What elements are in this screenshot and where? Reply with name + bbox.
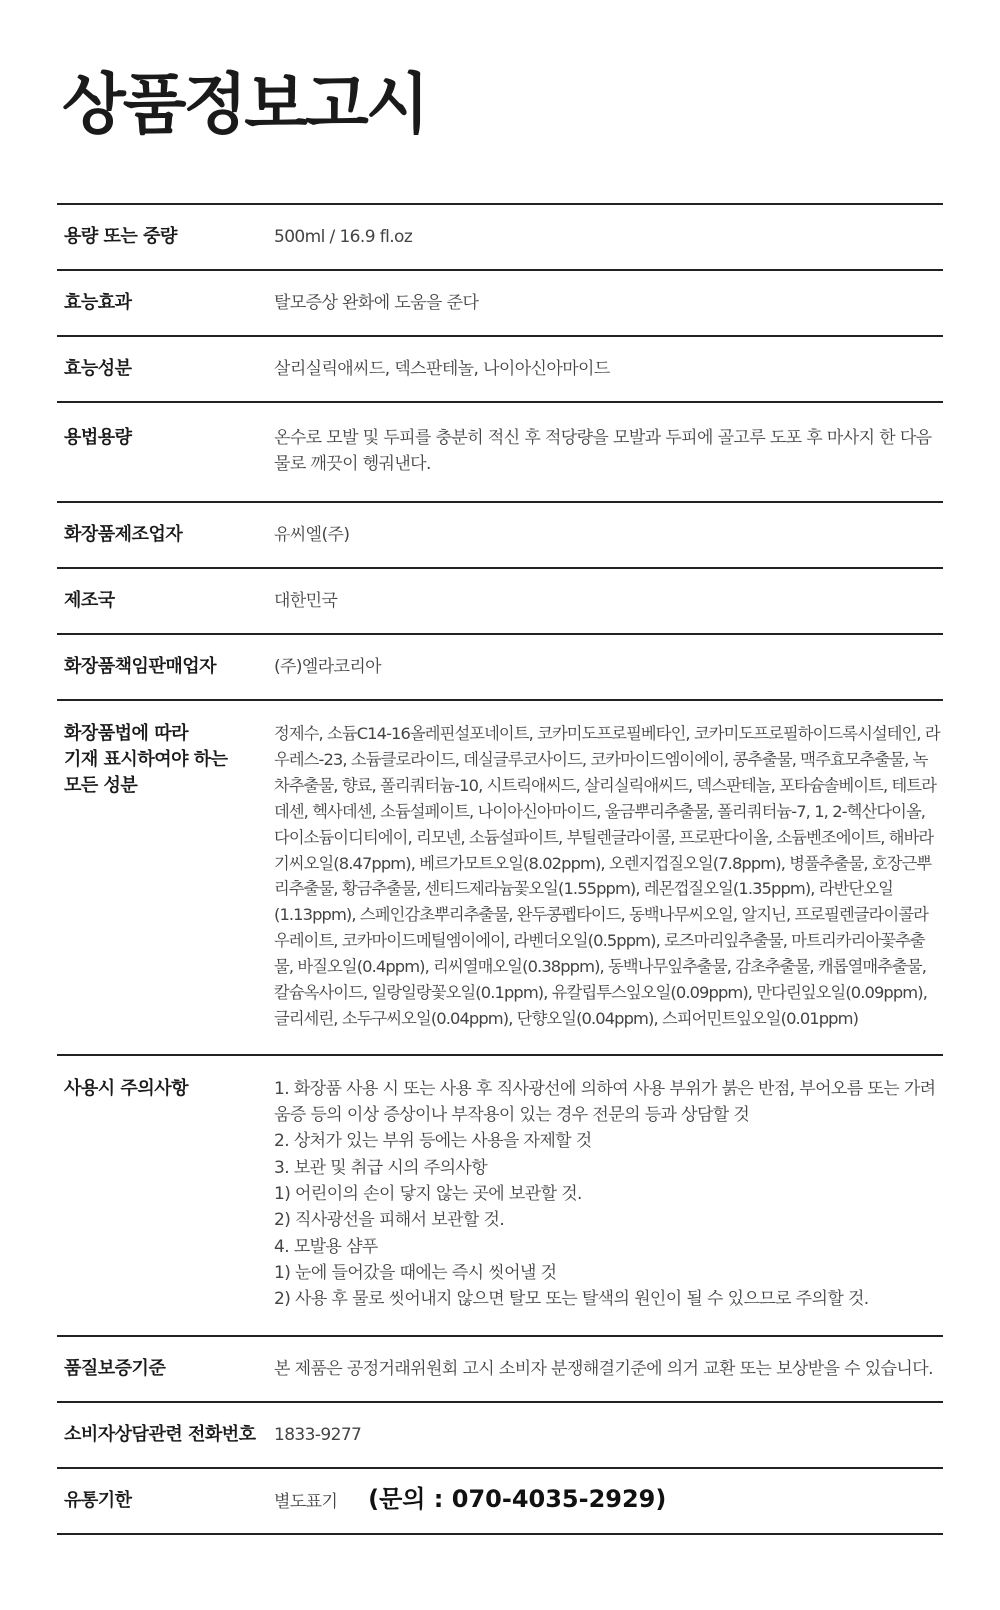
caution-item: 2) 사용 후 물로 씻어내지 않으면 탈모 또는 탈색의 원인이 될 수 있으므로 주의할 것.: [274, 1289, 869, 1310]
row-label: 화장품법에 따라 기재 표시하여야 하는 모든 성분: [64, 723, 228, 796]
caution-list: [274, 1076, 943, 1313]
table-row-quality-guarantee: [57, 1337, 943, 1403]
row-value: 1833-9277: [274, 1424, 362, 1445]
row-label: 제조국: [64, 590, 115, 611]
row-label: 효능성분: [64, 358, 132, 379]
row-label: 품질보증기준: [64, 1357, 166, 1379]
row-value: 대한민국: [274, 591, 338, 611]
row-label: 화장품제조업자: [64, 524, 183, 545]
caution-item: 1. 화장품 사용 시 또는 사용 후 직사광선에 의하여 사용 부위가 붉은 반점, 부어오름 또는 가려움증 등의 이상 증상이나 부작용이 있는 경우 전문의 등과 상담할 것: [274, 1078, 936, 1126]
row-value: 500ml / 16.9 fl.oz: [274, 227, 413, 247]
page-title: 상품정보고시: [62, 66, 427, 143]
caution-item: 2. 상처가 있는 부위 등에는 사용을 자제할 것: [274, 1131, 592, 1152]
table-row-active-ingredients: [57, 337, 943, 403]
row-value: 온수로 모발 및 두피를 충분히 적신 후 적당량을 모발과 두피에 골고루 도포 후 마사지 한 다음 물로 깨끗이 헹궈낸다.: [274, 428, 932, 474]
row-value: 살리실릭애씨드, 덱스판테놀, 나이아신아마이드: [274, 359, 610, 379]
row-label: 효능효과: [64, 292, 132, 313]
row-label: 용법용량: [64, 427, 132, 448]
row-label: 사용시 주의사항: [64, 1077, 188, 1099]
inquiry-phone: (문의 : 070-4035-2929): [368, 1485, 667, 1514]
row-label: 소비자상담관련 전화번호: [64, 1423, 256, 1445]
row-value: 탈모증상 완화에 도움을 준다: [274, 293, 479, 313]
caution-item: 3. 보관 및 취급 시의 주의사항: [274, 1157, 488, 1178]
table-row-capacity: [57, 205, 943, 271]
table-row-usage: [57, 403, 943, 503]
row-label: 유통기한: [64, 1489, 132, 1511]
row-value: 본 제품은 공정거래위원회 고시 소비자 분쟁해결기준에 의거 교환 또는 보상받을 수 있습니다.: [274, 1358, 933, 1379]
table-row-phone: [57, 1403, 943, 1469]
expiry-value: 별도표기: [274, 1492, 338, 1513]
product-info-table: [57, 203, 943, 1535]
table-row-all-ingredients: [57, 701, 943, 1056]
caution-item: 2) 직사광선을 피해서 보관할 것.: [274, 1210, 505, 1231]
row-value: 정제수, 소듐C14-16올레핀설포네이트, 코카미도프로필베타인, 코카미도프로필하이드록시설테인, 라우레스-23, 소듐클로라이드, 데실글루코사이드, 코카마이드엠이에이, 콩추출물, 맥주효모추출물, 녹차추출물, 향료, 폴리쿼터늄-10, 시트릭애씨드, 살리실릭애씨드, 덱스판테놀, 포타슘솔베이트, 테트라데센, 헥사데센, 소듐설페이트, 나이아신아마이드, 울금뿌리추출물, 폴리쿼터늄-7, 1, 2-헥산다이올, 다이소듐이디티에이, 리모넨, 소듐설파이트, 부틸렌글라이콜, 프로판다이올, 소듐벤조에이트, 해바라기씨오일(8.47ppm), 베르가모트오일(8.02ppm), 오렌지껍질오일(7.8ppm), 병풀추출물, 호장근뿌리추출물, 황금추출물, 센티드제라늄꽃오일(1.55ppm), 레몬껍질오일(1.35ppm), 라반단오일(1.13ppm), 스페인감초뿌리추출물, 완두콩펩타이드, 동백나무씨오일, 알지닌, 프로필렌글라이콜라우레이트, 코카마이드메틸엠이에이, 라벤더오일(0.5ppm), 로즈마리잎추출물, 마트리카리아꽃추출물, 바질오일(0.4ppm), 리씨열매오일(0.38ppm), 동백나무잎추출물, 감초추출물, 캐롭열매추출물, 칼슘옥사이드, 일랑일랑꽃오일(0.1ppm), 유칼립투스잎오일(0.09ppm), 만다린잎오일(0.09ppm), 글리세린, 소두구씨오일(0.04ppm), 단향오일(0.04ppm), 스피어민트잎오일(0.01ppm): [274, 724, 940, 1028]
row-value: 유씨엘(주): [274, 525, 350, 545]
caution-item: 4. 모발용 샴푸: [274, 1236, 378, 1257]
table-row-country: [57, 569, 943, 635]
row-label: 용량 또는 중량: [64, 226, 177, 247]
table-row-expiry: [57, 1469, 943, 1535]
row-value: [274, 1486, 943, 1515]
caution-item: 1) 어린이의 손이 닿지 않는 곳에 보관할 것.: [274, 1184, 582, 1205]
table-row-manufacturer: [57, 503, 943, 569]
row-value: (주)엘라코리아: [274, 657, 381, 677]
caution-item: 1) 눈에 들어갔을 때에는 즉시 씻어낼 것: [274, 1262, 557, 1283]
table-row-cautions: [57, 1056, 943, 1337]
table-row-distributor: [57, 635, 943, 701]
row-label: 화장품책임판매업자: [64, 656, 216, 677]
table-row-efficacy: [57, 271, 943, 337]
